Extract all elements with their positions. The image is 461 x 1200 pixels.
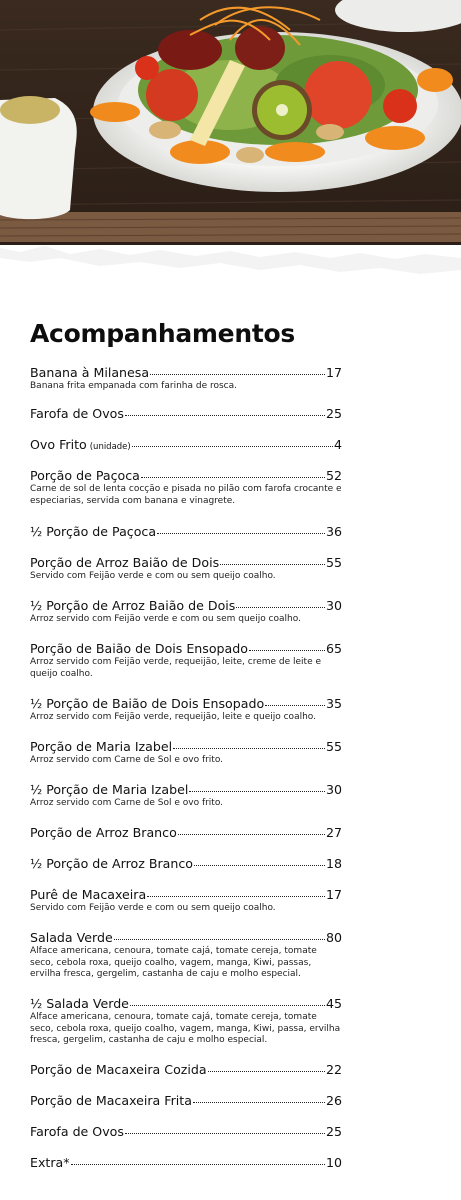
menu-item-row: [30, 524, 342, 540]
item-price: 45: [325, 996, 342, 1011]
menu-item: [30, 1124, 342, 1140]
menu-item-row: [30, 437, 342, 455]
item-price: 25: [325, 406, 342, 421]
item-price: 55: [325, 555, 342, 570]
item-name: Porção de Paçoca: [30, 468, 140, 483]
menu-item: [30, 782, 342, 810]
menu-item: [30, 365, 342, 393]
dot-leader: [189, 790, 325, 792]
menu-item: [30, 739, 342, 767]
menu-item: [30, 406, 342, 422]
item-price: 65: [325, 641, 342, 656]
menu-item-row: [30, 1062, 342, 1078]
item-name: Farofa de Ovos: [30, 406, 124, 421]
item-name: Porção de Macaxeira Frita: [30, 1093, 192, 1108]
item-price: 26: [325, 1093, 342, 1108]
dot-leader: [71, 1163, 325, 1165]
item-name: Extra*: [30, 1155, 70, 1170]
item-name: Farofa de Ovos: [30, 1124, 124, 1139]
menu-item: [30, 437, 342, 455]
item-description: Arroz servido com Feijão verde, requeijão, leite e queijo coalho.: [30, 712, 316, 722]
menu-item: [30, 887, 342, 915]
menu-item: [30, 1062, 342, 1078]
item-name: ½ Porção de Arroz Branco: [30, 856, 193, 871]
item-name: ½ Porção de Baião de Dois Ensopado: [30, 696, 265, 711]
menu-item-row: [30, 782, 342, 798]
dot-leader: [125, 414, 325, 416]
item-price: 35: [325, 696, 342, 711]
menu-item-row: [30, 1155, 342, 1171]
menu-item-row: [30, 996, 342, 1012]
item-name: Porção de Arroz Branco: [30, 825, 177, 840]
menu-item: [30, 856, 342, 872]
item-price: 52: [325, 468, 342, 483]
item-name: ½ Porção de Arroz Baião de Dois: [30, 598, 236, 613]
menu-item-row: [30, 468, 342, 484]
dot-leader: [157, 532, 325, 534]
dot-leader: [173, 747, 325, 749]
item-name: Porção de Maria Izabel: [30, 739, 173, 754]
menu-item: [30, 996, 342, 1047]
item-description: Arroz servido com Feijão verde e com ou sem queijo coalho.: [30, 614, 301, 624]
menu-item: [30, 825, 342, 841]
dot-leader: [265, 704, 325, 706]
item-name: ½ Porção de Paçoca: [30, 524, 157, 539]
dot-leader: [208, 1070, 325, 1072]
menu-item-row: [30, 406, 342, 422]
menu-item: [30, 930, 342, 981]
menu-section: [30, 318, 342, 364]
menu-item-row: [30, 739, 342, 755]
menu-item-row: [30, 825, 342, 841]
dot-leader: [194, 864, 325, 866]
item-name: ½ Salada Verde: [30, 996, 129, 1011]
dot-leader: [249, 649, 325, 651]
menu-item: [30, 555, 342, 583]
item-name: ½ Porção de Maria Izabel: [30, 782, 189, 797]
item-description: Carne de sol de lenta cocção e pisada no pilão com farofa crocante e especiarias, servida com banana e vinagrete.: [30, 484, 342, 506]
item-price: 55: [325, 739, 342, 754]
dot-leader: [132, 445, 333, 447]
menu-item-row: [30, 1124, 342, 1140]
item-price: 80: [325, 930, 342, 945]
item-price: 25: [325, 1124, 342, 1139]
item-description: Arroz servido com Feijão verde, requeijão, leite, creme de leite e queijo coalho.: [30, 657, 322, 679]
item-description: Banana frita empanada com farinha de rosca.: [30, 381, 237, 391]
item-price: 17: [325, 887, 342, 902]
section-title: Acompanhamentos: [30, 319, 295, 348]
hero-salad-photo: [0, 0, 461, 320]
dot-leader: [130, 1004, 325, 1006]
item-price: 30: [325, 782, 342, 797]
menu-item-row: [30, 930, 342, 946]
menu-item: [30, 641, 342, 680]
item-name: Porção de Arroz Baião de Dois: [30, 555, 220, 570]
item-description: Alface americana, cenoura, tomate cajá, tomate cereja, tomate seco, cebola roxa, queijo coalho, vagem, manga, Kiwi, passa, ervilha fresca, gergelim, castanha de caju e molho especial.: [30, 1012, 341, 1045]
menu-item-row: [30, 365, 342, 381]
item-price: 27: [325, 825, 342, 840]
menu-item: [30, 468, 342, 507]
dot-leader: [220, 563, 325, 565]
dot-leader: [236, 606, 325, 608]
menu-item-row: [30, 641, 342, 657]
dot-leader: [125, 1132, 325, 1134]
item-price: 4: [333, 437, 342, 452]
item-name: Porção de Macaxeira Cozida: [30, 1062, 207, 1077]
menu-item-row: [30, 598, 342, 614]
item-name: Purê de Macaxeira: [30, 887, 147, 902]
menu-item: [30, 1093, 342, 1109]
item-price: 18: [325, 856, 342, 871]
item-name: Banana à Milanesa: [30, 365, 150, 380]
item-description: Alface americana, cenoura, tomate cajá, tomate cereja, tomate seco, cebola roxa, queijo coalho, vagem, manga, Kiwi, passas, ervilha fresca, gergelim, castanha de caju e molho especial.: [30, 946, 317, 979]
item-description: Arroz servido com Carne de Sol e ovo frito.: [30, 755, 224, 765]
menu-item: [30, 598, 342, 626]
item-description: Servido com Feijão verde e com ou sem queijo coalho.: [30, 903, 276, 913]
dot-leader: [193, 1101, 325, 1103]
dot-leader: [147, 895, 325, 897]
item-price: 10: [325, 1155, 342, 1170]
dot-leader: [114, 938, 325, 940]
menu-item-row: [30, 555, 342, 571]
menu-item: [30, 1155, 342, 1171]
item-price: 36: [325, 524, 342, 539]
item-price: 17: [325, 365, 342, 380]
menu-item: [30, 696, 342, 724]
menu-item: [30, 524, 342, 540]
menu-item-row: [30, 887, 342, 903]
item-name: Porção de Baião de Dois Ensopado: [30, 641, 248, 656]
item-price: 22: [325, 1062, 342, 1077]
menu-item-row: [30, 696, 342, 712]
menu-item-row: [30, 1093, 342, 1109]
item-name: Salada Verde: [30, 930, 113, 945]
item-description: Servido com Feijão verde e com ou sem queijo coalho.: [30, 571, 276, 581]
dot-leader: [178, 833, 325, 835]
dot-leader: [150, 373, 325, 375]
item-note: (unidade): [89, 442, 131, 452]
item-price: 30: [325, 598, 342, 613]
item-name: Ovo Frito: [30, 437, 87, 452]
item-description: Arroz servido com Carne de Sol e ovo frito.: [30, 798, 224, 808]
menu-item-row: [30, 856, 342, 872]
dot-leader: [141, 476, 325, 478]
